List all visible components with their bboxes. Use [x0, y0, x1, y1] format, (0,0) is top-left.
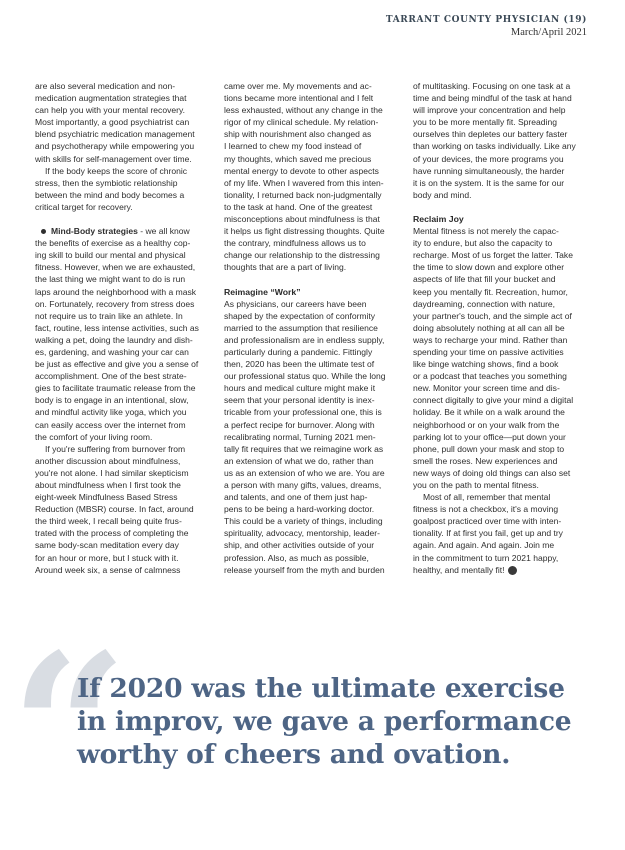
col2-paragraph-2: As physicians, our careers have been shaped by the expectation of conformity married to the assumption that resilience and professionalism are in endless supply, particularly during a pandemic. Fittingly then, 2020 has been the ultimate test of our professional status quo. While the long hours and medical culture might make it seem that your personal identity is inex- tricable from your professional one, this is a perfect recipe for burnover. Along with recalibrating normal, Turning 2021 men- tally fit requires that we reimagine work as an extension of what we do, rather than us as an extension of who we are. You are a person with many gifts, values, dreams, and talents, and one of them just hap- pens to be being a hard-working doctor. This could be a variety of things, including spirituality, advocacy, mentorship, leader- ship, and other activities outside of your profession. Also, as much as possible, release yourself from the myth and burden — [224, 298, 386, 575]
col3-paragraph-2: Mental fitness is not merely the capac- ity to endure, but also the capacity to recharge. Most of us forget the latter. Take the time to slow down and explore other aspects of life that fill your bucket and keep you mentally fit. Recreation, humor, daydreaming, connection with nature, your partner's touch, and the simple act of doing absolutely nothing at all can all be ways to recharge your mind. Rather than spending your time on passive activities like binge watching shows, find a book or a podcast that teaches you something new. Monitor your screen time and dis- connect digitally to give your mind a digital holiday. Be it while on a walk around the neighborhood or on your walk from the parking lot to your office—put down your phone, pull down your mask and stop to smell the roses. New experiences and new ways of doing old things can also set you on the path to mental fitness. — [413, 226, 574, 490]
page-header — [386, 14, 587, 39]
column-2 — [224, 80, 406, 576]
issue-date: March/April 2021 — [510, 27, 587, 38]
mind-body-bullet: Mind-Body strategies - we all know the benefits of exercise as a healthy cop- ing skill to build our mental and physical fitness. However, when we are exhausted, the last thing we might want to do is run laps around the neighborhood with a mask on. Fortunately, recovery from stress does not require us to train like an athlete. In fact, routine, less intense activities, such as walking a pet, doing the laundry and dish- es, gardening, and washing your car can be just as effective and give you a sense of accomplishment. One of the best strate- gies to facilitate traumatic release from the body is to engage in an intentional, slow, and mindful activity like yoga, which you can easily access over the internet from the comfort of your living room. — [35, 226, 199, 442]
pull-quote-line: If 2020 was the ultimate exercise — [77, 673, 565, 704]
column-3 — [413, 80, 595, 576]
pull-quote-line: worthy of cheers and ovation. — [77, 739, 511, 770]
section-heading-reimagine-work: Reimagine “Work” — [224, 286, 301, 297]
column-1 — [35, 80, 217, 576]
col1-paragraph-4: If you're suffering from burnover from another discussion about mindfulness, you're not alone. I had similar skepticism about mindfulness when I first took the eight-week Mindfulness Based Stress Reduction (MBSR) course. In fact, around the third week, I recall being quite frus- trated with the process of completing the same body-scan meditation every day for an hour or more, but I stuck with it. Around week six, a sense of calmness — [35, 443, 194, 575]
col2-paragraph-1: came over me. My movements and ac- tions became more intentional and I felt less exhausted, without any change in the rigor of my clinical schedule. My relation- ship with nourishment also changed as I learned to chew my food instead of my thoughts, which saved me precious mental energy to devote to other aspects of my life. When I wavered from this inten- tionality, I returned back non-judgmentally to the task at hand. One of the greatest misconceptions about mindfulness is that it helps us fight distressing thoughts. Quite the contrary, mindfulness allows us to change our relationship to the distressing thoughts that are a part of living. — [224, 81, 385, 273]
journal-title: TARRANT COUNTY PHYSICIAN (19) — [385, 15, 587, 25]
quotation-mark-icon: “ — [10, 610, 128, 850]
bullet-icon — [41, 229, 46, 234]
col3-paragraph-3: Most of all, remember that mental fitness is not a checkbox, it's a moving goalpost practiced over time with inten- tionality. If at first you fail, get up and try again. And again. And again. Join me in the commitment to turn 2021 happy, healthy, and mentally fit! ☻ — [413, 492, 563, 575]
bullet-title: Mind-Body strategies — [51, 226, 138, 237]
smiley-face-icon: ☻ — [508, 566, 517, 575]
col3-paragraph-1: of multitasking. Focusing on one task at a time and being mindful of the task at hand will improve your concentration and help you to be more mentally fit. Spreading ourselves thin depletes our battery faster than working on tasks individually. Like any of your devices, the more programs you have running simultaneously, the harder it is on the system. It is the same for our body and mind. — [413, 81, 576, 200]
col1-paragraph-2: If the body keeps the score of chronic stress, then the symbiotic relationship between the mind and body becomes a critical target for recovery. — [35, 165, 188, 212]
col1-paragraph-1: are also several medication and non- medication augmentation strategies that can help you with your mental recovery. Most importantly, a good psychiatrist can blend psychiatric medication management and psychotherapy while empowering you with skills for self-management over time. — [35, 81, 195, 164]
pull-quote — [77, 672, 597, 771]
pull-quote-line: in improv, we gave a performance — [77, 706, 572, 737]
section-heading-reclaim-joy: Reclaim Joy — [413, 213, 464, 224]
